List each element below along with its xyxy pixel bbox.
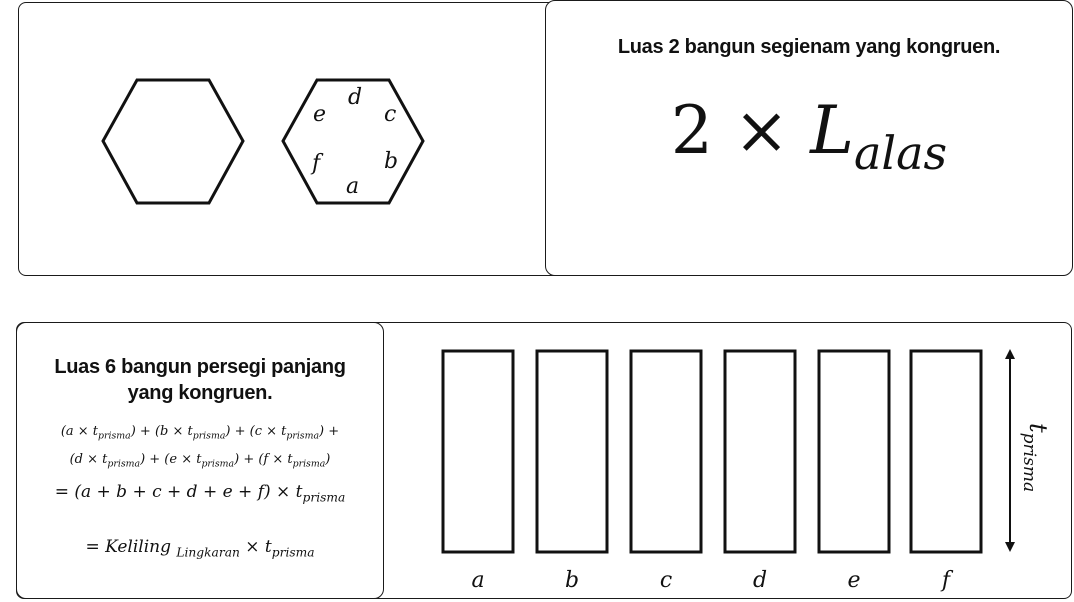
hexagon-plain [103, 80, 243, 203]
equation-line-1: $(a \times t_{prisma}) + (b \times t_{prisma}) + (c \times t_{prisma})$ + [60, 424, 340, 442]
height-arrow [1005, 349, 1015, 552]
bottom-title: Luas 6 bangun persegi panjang yang kongruen. [54, 356, 346, 404]
rect-f [911, 351, 981, 552]
hex-label-a: a [346, 174, 360, 199]
rect-c [631, 351, 701, 552]
top-title: Luas 2 bangun segienam yang kongruen. [617, 36, 1001, 58]
rect-label-f: f [941, 568, 951, 593]
hex-label-e: e [313, 102, 327, 127]
rect-b [537, 351, 607, 552]
equation-line-3: = $(a + b + c + d + e + f) \times t_{prisma}$ [54, 482, 346, 505]
base-area-formula: $2 \times L_{alas}$ [670, 92, 948, 180]
equation-line-4: = Keliling $_{Lingkaran} \times t_{prisma}$ [85, 537, 315, 560]
hex-label-c: c [384, 102, 397, 127]
rect-label-b: b [564, 568, 580, 593]
hex-label-f: f [312, 151, 321, 176]
rect-d [725, 351, 795, 552]
hex-label-d: d [348, 85, 363, 110]
equation-line-2: $(d \times t_{prisma}) + (e \times t_{prisma}) + (f \times t_{prisma})$ [69, 452, 331, 470]
rect-label-e: e [847, 568, 861, 593]
height-label: $t_{prisma}$ [1019, 423, 1052, 493]
rect-label-d: d [752, 568, 768, 593]
rect-e [819, 351, 889, 552]
rect-label-a: a [471, 568, 485, 593]
hex-label-b: b [384, 149, 399, 174]
rect-label-c: c [659, 568, 673, 593]
rect-a [443, 351, 513, 552]
